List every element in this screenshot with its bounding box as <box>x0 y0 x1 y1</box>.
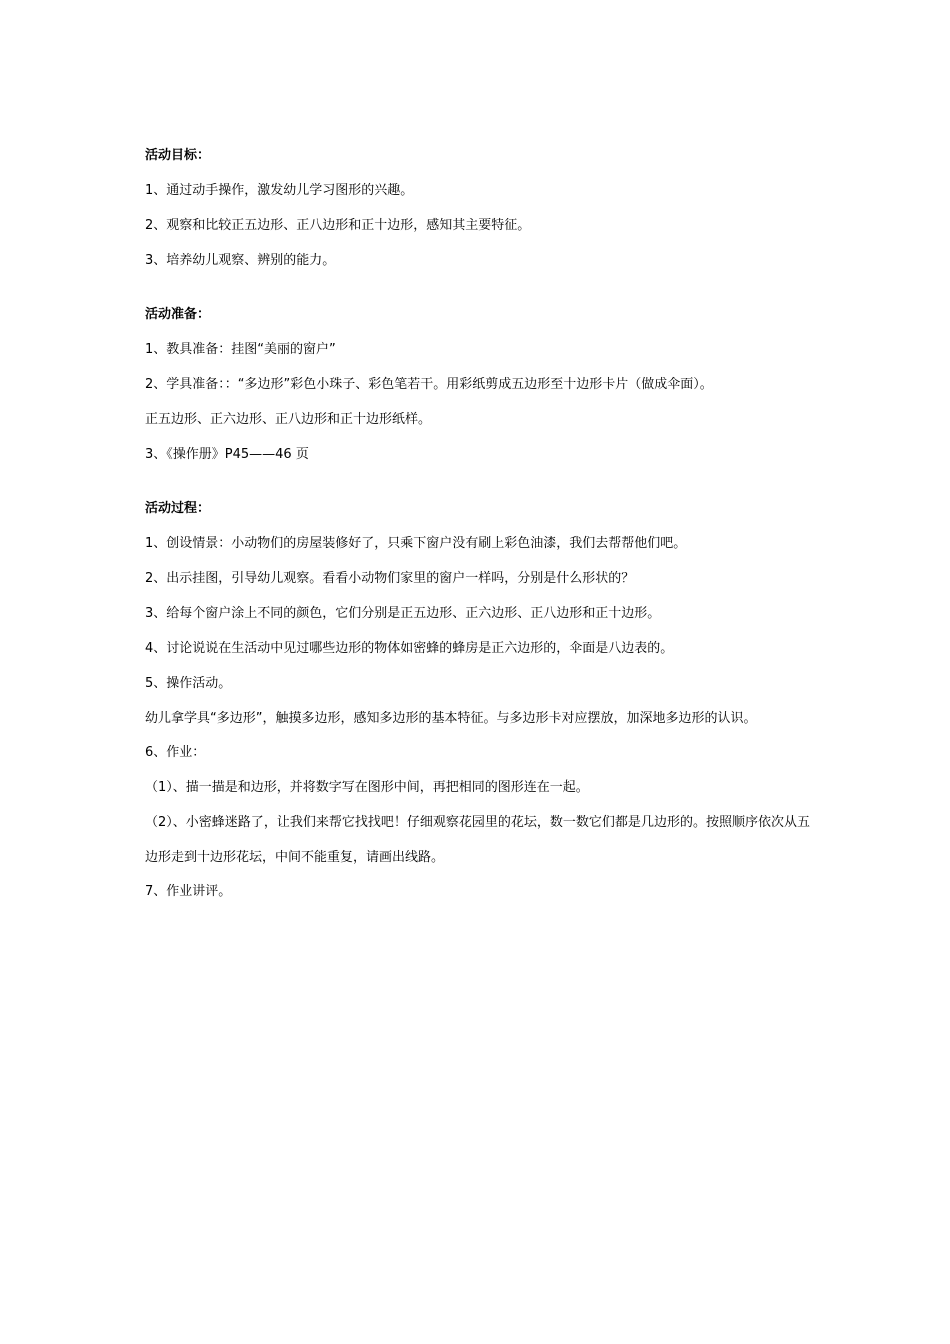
section-heading-goals: 活动目标： <box>145 148 211 163</box>
process-item-5-description: 幼儿拿学具“多边形”，触摸多边形，感知多边形的基本特征。与多边形卡对应摆放，加深地多边形的认识。 <box>145 711 757 726</box>
process-item-5: 5、操作活动。 <box>145 676 232 691</box>
document-page <box>145 146 810 917</box>
goal-item-2: 2、观察和比较正五边形、正八边形和正十边形，感知其主要特征。 <box>145 218 531 233</box>
process-item-6: 6、作业： <box>145 745 206 760</box>
goal-item-3: 3、培养幼儿观察、辨别的能力。 <box>145 253 336 268</box>
homework-sub-item-2: （2）、小密蜂迷路了，让我们来帮它找找吧！仔细观察花园里的花坛，数一数它们都是几边形的。按照顺序依次从五边形走到十边形花坛，中间不能重复，请画出线路。 <box>145 815 810 865</box>
section-gap <box>145 286 810 305</box>
homework-sub-item-1: （1）、描一描是和边形，并将数字写在图形中间，再把相同的图形连在一起。 <box>145 780 589 795</box>
prep-item-1: 1、教具准备：挂图“美丽的窗户” <box>145 342 336 357</box>
prep-item-2-continued: 正五边形、正六边形、正八边形和正十边形纸样。 <box>145 412 432 427</box>
section-heading-process: 活动过程： <box>145 501 211 516</box>
prep-item-3: 3、《操作册》P45——46 页 <box>145 447 309 462</box>
process-item-7: 7、作业讲评。 <box>145 884 232 899</box>
prep-item-2: 2、学具准备：：“多边形”彩色小珠子、彩色笔若干。用彩纸剪成五边形至十边形卡片（做成伞面）。 <box>145 377 713 392</box>
section-gap <box>145 480 810 499</box>
process-item-3: 3、给每个窗户涂上不同的颜色，它们分别是正五边形、正六边形、正八边形和正十边形。 <box>145 606 661 621</box>
process-item-4: 4、讨论说说在生活动中见过哪些边形的物体如密蜂的蜂房是正六边形的，伞面是八边表的。 <box>145 641 674 656</box>
process-item-1: 1、创设情景：小动物们的房屋装修好了，只乘下窗户没有刷上彩色油漆，我们去帮帮他们吧。 <box>145 536 687 551</box>
goal-item-1: 1、通过动手操作，激发幼儿学习图形的兴趣。 <box>145 183 414 198</box>
process-item-2: 2、出示挂图，引导幼儿观察。看看小动物们家里的窗户一样吗，分别是什么形状的？ <box>145 571 635 586</box>
section-heading-preparation: 活动准备： <box>145 307 211 322</box>
